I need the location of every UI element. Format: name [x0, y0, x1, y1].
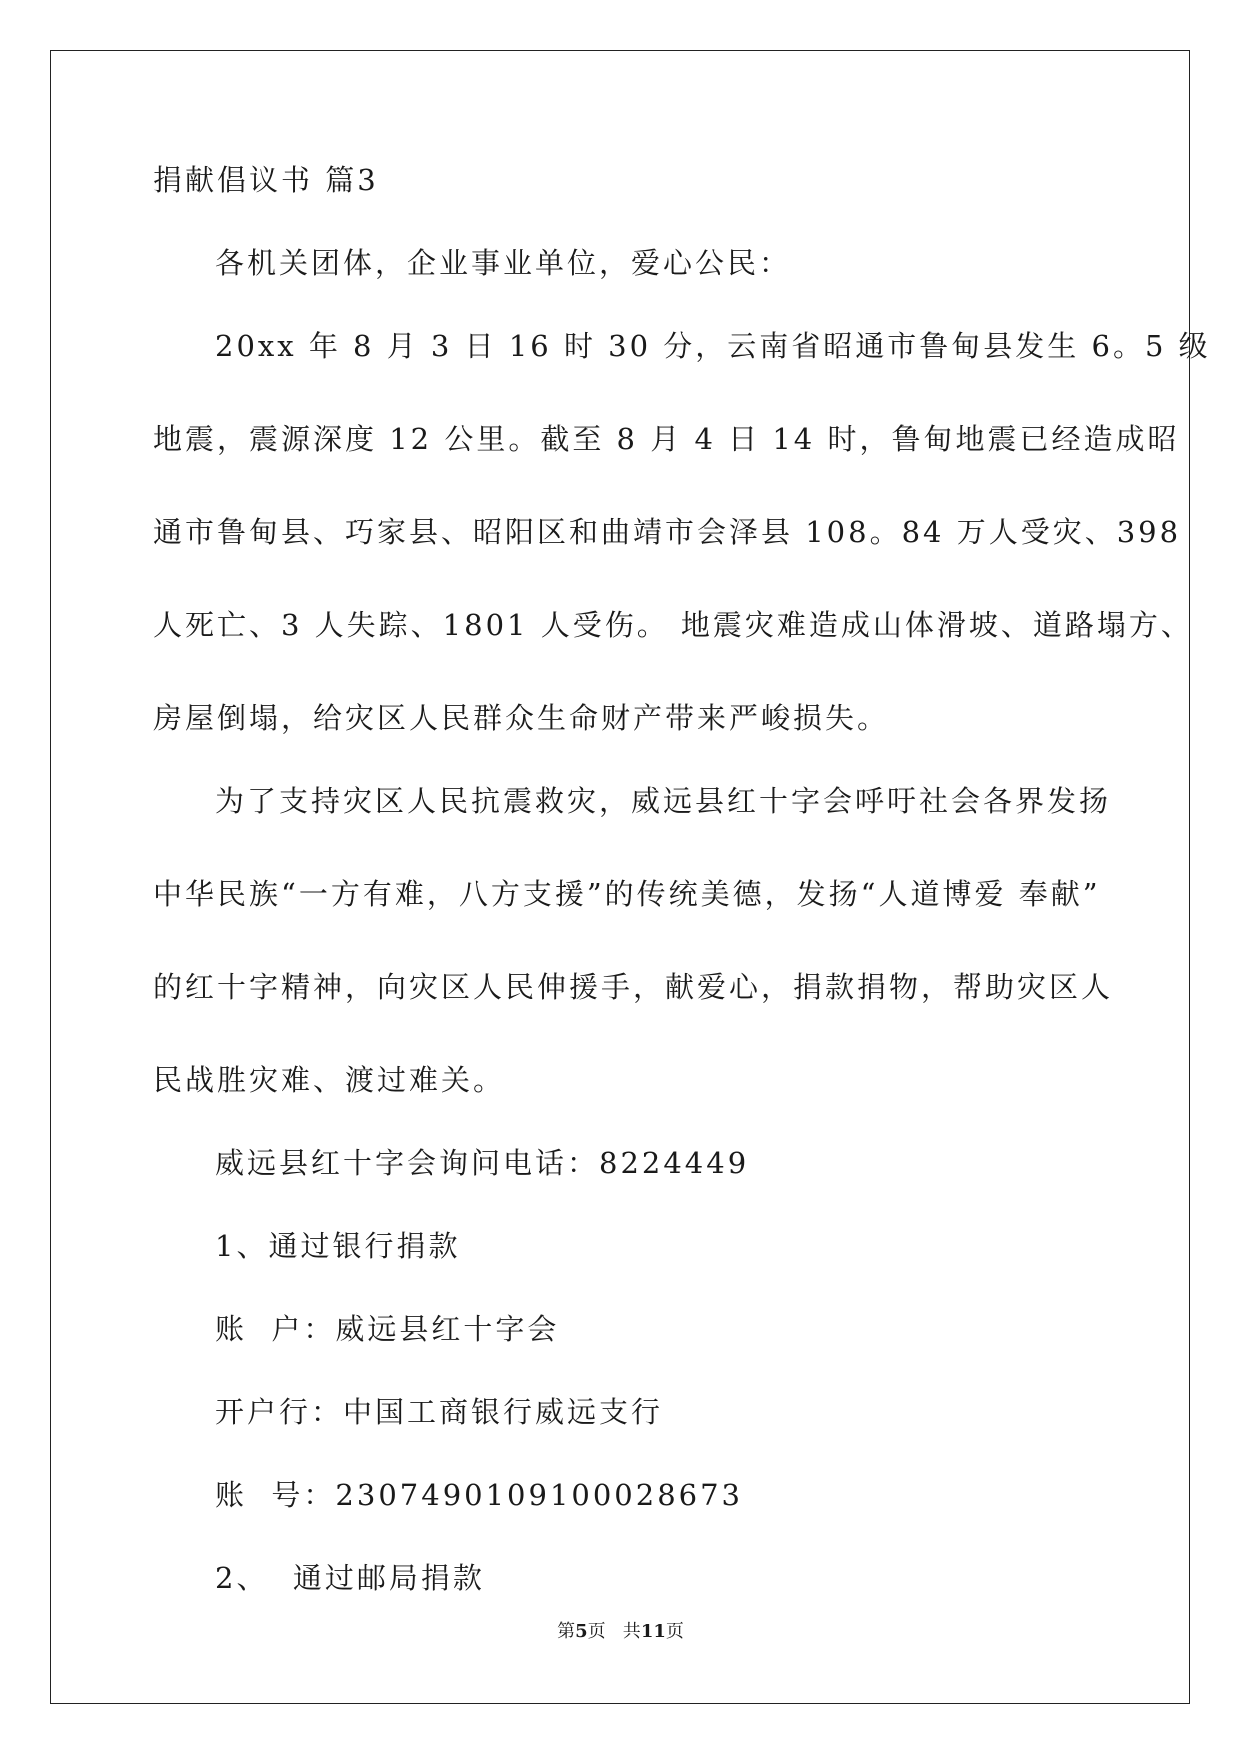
document-body — [153, 160, 1211, 1641]
paragraph-line: 的红十字精神，向灾区人民伸援手，献爱心，捐款捐物，帮助灾区人 — [153, 970, 1114, 1004]
bank-name: 开户行：中国工商银行威远支行 — [215, 1395, 664, 1429]
document-title: 捐献倡议书 篇3 — [153, 163, 379, 197]
paragraph-line: 人死亡、3 人失踪、1801 人受伤。 地震灾难造成山体滑坡、道路塌方、 — [153, 608, 1193, 642]
post-donation-heading: 2、 通过邮局捐款 — [215, 1561, 485, 1595]
bank-donation-heading: 1、通过银行捐款 — [215, 1229, 461, 1263]
paragraph-line: 中华民族“一方有难，八方支援”的传统美德，发扬“人道博爱 奉献” — [153, 877, 1101, 911]
paragraph-line: 民战胜灾难、渡过难关。 — [153, 1063, 506, 1097]
page-mid: 页 共 — [587, 1621, 641, 1642]
paragraph-earthquake-report — [153, 326, 1211, 738]
paragraph-line: 房屋倒塌，给灾区人民群众生命财产带来严峻损失。 — [153, 701, 890, 735]
salutation: 各机关团体，企业事业单位，爱心公民： — [215, 246, 792, 280]
page-prefix: 第 — [557, 1621, 576, 1642]
page-footer — [0, 1617, 1241, 1643]
current-page-number: 5 — [575, 1621, 588, 1642]
paragraph-appeal — [153, 781, 1114, 1100]
contact-phone: 威远县红十字会询问电话：8224449 — [215, 1146, 750, 1180]
account-number: 账 号：2307490109100028673 — [215, 1478, 743, 1512]
paragraph-line: 20xx 年 8 月 3 日 16 时 30 分，云南省昭通市鲁甸县发生 6。5 级 — [215, 329, 1211, 363]
page-suffix: 页 — [665, 1621, 684, 1642]
total-page-number: 11 — [640, 1621, 666, 1642]
paragraph-line: 通市鲁甸县、巧家县、昭阳区和曲靖市会泽县 108。84 万人受灾、398 — [153, 515, 1182, 549]
paragraph-line: 地震，震源深度 12 公里。截至 8 月 4 日 14 时，鲁甸地震已经造成昭 — [153, 422, 1180, 456]
account-name: 账 户：威远县红十字会 — [215, 1312, 560, 1346]
paragraph-line: 为了支持灾区人民抗震救灾，威远县红十字会呼吁社会各界发扬 — [215, 784, 1112, 818]
